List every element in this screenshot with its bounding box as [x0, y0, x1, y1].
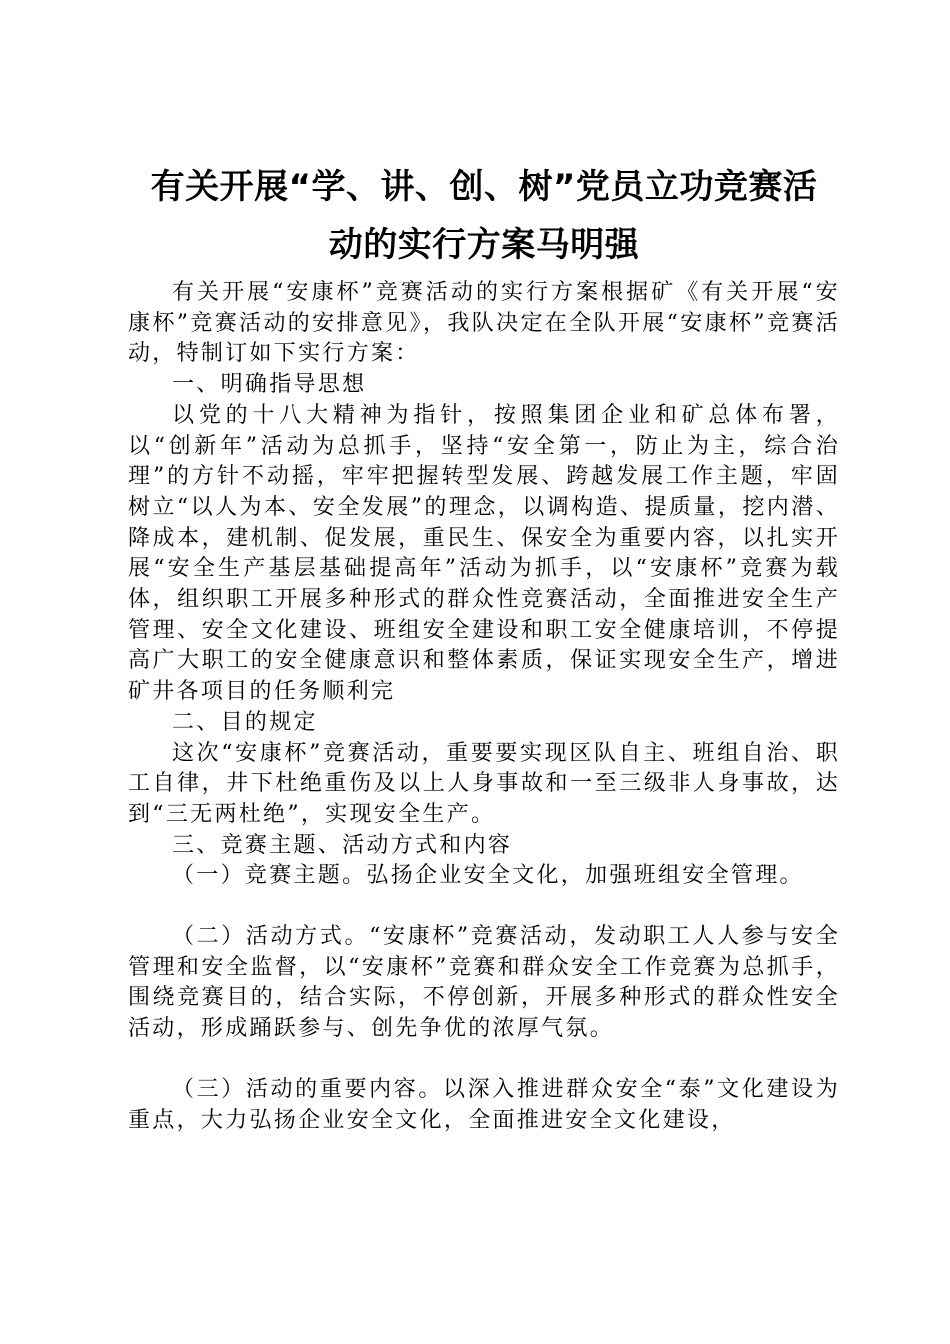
- methods-paragraph: （二）活动方式。“安康杯”竞赛活动，发动职工人人参与安全管理和安全监督，以“安康杯”竞赛和群众安全工作竞赛为总抓手，围绕竞赛目的，结合实际，不停创新，开展多种形式的群众性安全活动，形成踊跃参与、创先争优的浓厚气氛。: [128, 924, 840, 1042]
- content-paragraph: （三）活动的重要内容。以深入推进群众安全“泰”文化建设为重点，大力弘扬企业安全文化，全面推进安全文化建设，: [128, 1076, 840, 1133]
- title-line-1: 有关开展“学、讲、创、树”党员立功竞赛活: [150, 167, 818, 207]
- document-page: [128, 158, 840, 1136]
- document-title: [128, 158, 840, 274]
- theme-paragraph: （一）竞赛主题。弘扬企业安全文化，加强班组安全管理。: [172, 863, 804, 889]
- intro-paragraph: 有关开展“安康杯”竞赛活动的实行方案根据矿《有关开展“安康杯”竞赛活动的安排意见》，我队决定在全队开展“安康杯”竞赛活动，特制订如下实行方案：: [128, 280, 840, 367]
- section-heading-guiding-thought: 一、明确指导思想: [172, 372, 367, 398]
- guiding-thought-paragraph: 以党的十八大精神为指针，按照集团企业和矿总体布署，以“创新年”活动为总抓手，坚持“安全第一，防止为主，综合治理”的方针不动摇，牢牢把握转型发展、跨越发展工作主题，牢固树立“以人为本、安全发展”的理念，以调构造、提质量，挖内潜、降成本，建机制、促发展，重民生、保安全为重要内容，以扎实开展“安全生产基层基础提高年”活动为抓手，以“安康杯”竞赛为载体，组织职工开展多种形式的群众性竞赛活动，全面推进安全生产管理、安全文化建设、班组安全建设和职工安全健康培训，不停提高广大职工的安全健康意识和整体素质，保证实现安全生产，增进矿井各项目的任务顺利完: [128, 402, 840, 705]
- objectives-paragraph: 这次“安康杯”竞赛活动，重要要实现区队自主、班组自治、职工自律，井下杜绝重伤及以上人身事故和一至三级非人身事故，达到“三无两杜绝”，实现安全生产。: [128, 740, 840, 827]
- title-line-2: 动的实行方案马明强: [328, 225, 640, 265]
- document-body: [128, 278, 840, 1136]
- section-heading-theme-methods: 三、竞赛主题、活动方式和内容: [172, 832, 513, 858]
- section-heading-objectives: 二、目的规定: [172, 709, 318, 735]
